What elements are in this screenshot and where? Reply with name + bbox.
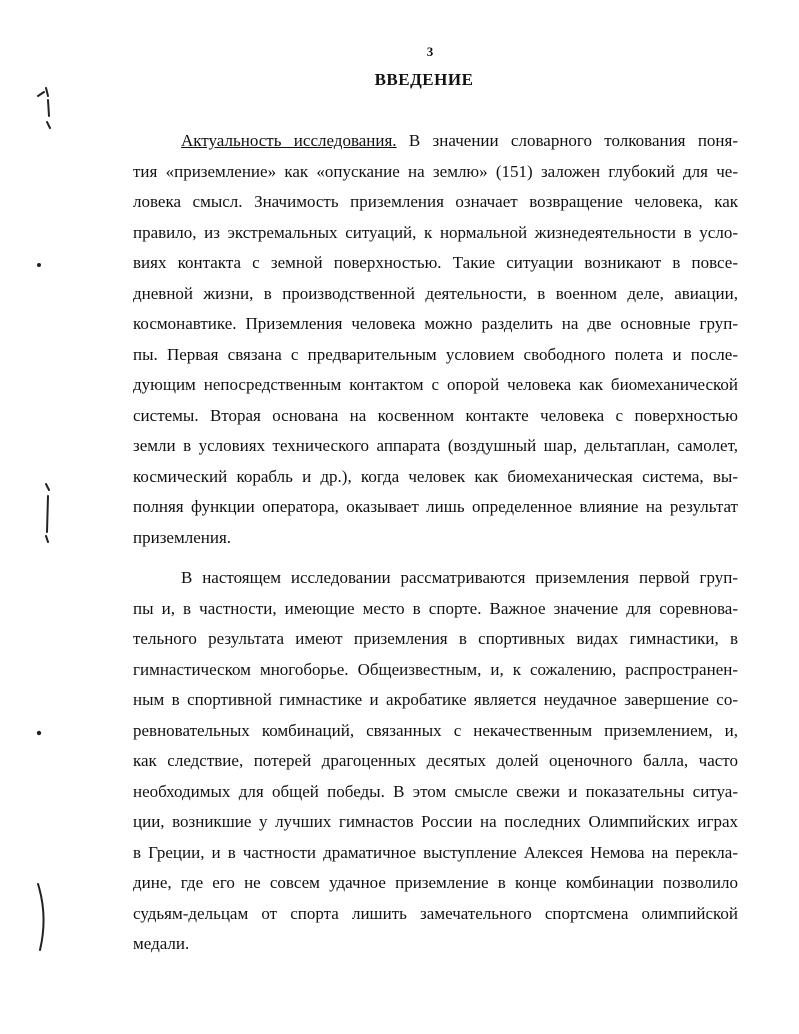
scan-mark-middle — [38, 480, 58, 546]
paragraph-1-line: космический корабль и др.), когда человек как биомеханическая система, вы- — [133, 466, 738, 486]
paragraph-1 — [133, 126, 738, 553]
paragraph-2 — [133, 563, 738, 960]
paragraph-2-line: как следствие, потерей драгоценных десятых долей оценочного балла, часто — [133, 751, 738, 770]
body-text — [133, 126, 738, 960]
paragraph-1-line: полняя функции оператора, оказывает лишь определенное влияние на результат — [133, 497, 738, 516]
paragraph-2-line: ции, возникшие у лучших гимнастов России на последних Олимпийских играх — [133, 812, 738, 831]
paragraph-2-line: пы и, в частности, имеющие место в спорте. Важное значение для соревнова- — [133, 598, 738, 618]
paragraph-1-line: пы. Первая связана с предварительным условием свободного полета и после- — [133, 344, 738, 364]
paragraph-1-line: приземления. — [133, 527, 232, 547]
scan-mark-top — [30, 82, 60, 142]
paragraph-1-line: дующим непосредственным контактом с опорой человека как биомеханической — [133, 375, 738, 394]
scan-dot-2 — [34, 728, 44, 738]
scan-bracket — [34, 880, 54, 954]
paragraph-2-line: тельного результата имеют приземления в спортивных видах гимнастики, в — [133, 629, 738, 648]
paragraph-2-line: судьям-дельцам от спорта лишить замечательного спортсмена олимпийской — [133, 903, 738, 923]
paragraph-1-line: тия «приземление» как «опускание на землю» (151) заложен глубокий для че- — [133, 161, 738, 181]
lead-phrase: Актуальность исследования. — [181, 131, 397, 150]
paragraph-1-line — [133, 126, 738, 157]
paragraph-1-line: космонавтике. Приземления человека можно разделить на две основные груп- — [133, 314, 738, 333]
paragraph-1-line: ловека смысл. Значимость приземления означает возвращение человека, как — [133, 192, 738, 211]
paragraph-2-line: ревновательных комбинаций, связанных с некачественным приземлением, и, — [133, 720, 738, 740]
page-number: 3 — [426, 44, 434, 59]
paragraph-2-line: ным в спортивной гимнастике и акробатике является неудачное завершение со- — [133, 690, 738, 709]
paragraph-1-line: правило, из экстремальных ситуаций, к нормальной жизнедеятельности в усло- — [133, 222, 738, 242]
line-text: В значении словарного толкования поня- — [396, 131, 738, 150]
paragraph-1-line: системы. Вторая основана на косвенном контакте человека с поверхностью — [133, 405, 738, 425]
scan-dot — [34, 260, 44, 270]
paragraph-2-line: в Греции, и в частности драматичное выступление Алексея Немова на перекла- — [133, 842, 738, 862]
paragraph-2-line: дине, где его не совсем удачное приземление в конце комбинации позволило — [133, 873, 738, 892]
paragraph-2-line: В настоящем исследовании рассматриваются приземления первой груп- — [181, 568, 738, 587]
page-title: ВВЕДЕНИЕ — [374, 70, 474, 89]
paragraph-1-line: дневной жизни, в производственной деятельности, в военном деле, авиации, — [133, 283, 738, 303]
paragraph-2-line: медали. — [133, 934, 190, 953]
paragraph-1-line: земли в условиях технического аппарата (воздушный шар, дельтаплан, самолет, — [133, 436, 738, 455]
paragraph-2-line: необходимых для общей победы. В этом смысле свежи и показательны ситуа- — [133, 781, 738, 801]
paragraph-1-line: виях контакта с земной поверхностью. Такие ситуации возникают в повсе- — [133, 253, 738, 272]
paragraph-2-line: гимнастическом многоборье. Общеизвестным, и, к сожалению, распространен- — [133, 659, 738, 679]
